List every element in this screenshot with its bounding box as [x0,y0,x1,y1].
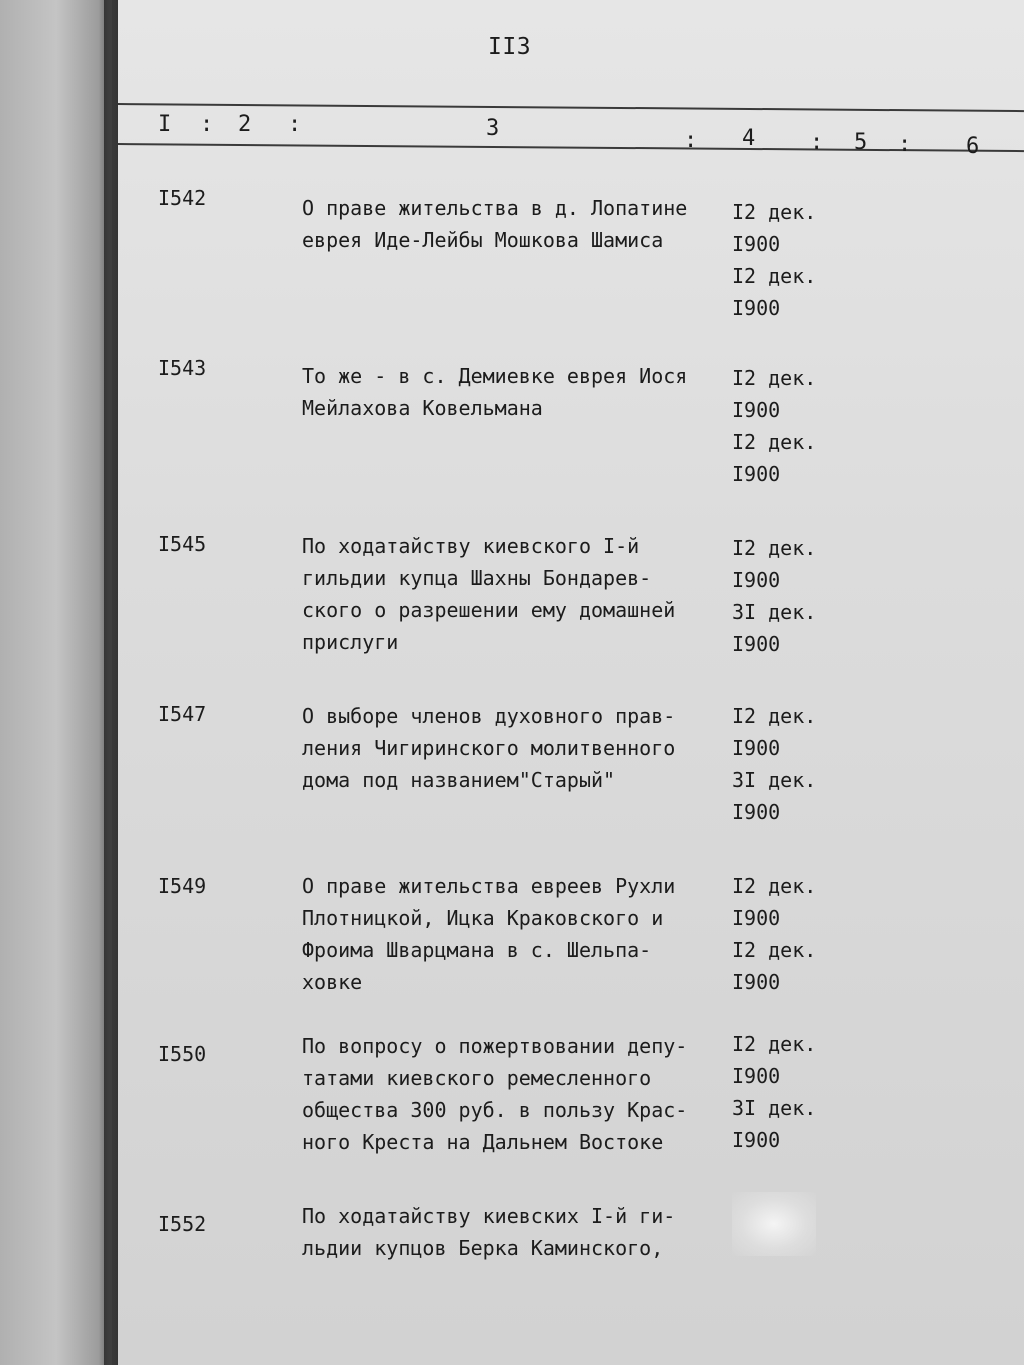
entry-dates [732,870,816,998]
description-line: По вопросу о пожертвовании депу- [302,1034,688,1058]
description-line: О выборе членов духовного прав- [302,704,676,728]
column-header-3: 3 [486,116,500,141]
entry-number: I543 [158,356,207,380]
page-number: II3 [488,34,532,60]
entry-number: I545 [158,532,207,556]
description-line: татами киевского ремесленного [302,1066,652,1090]
entry-number: I542 [158,186,207,210]
description-line: О праве жительства евреев Рухли [302,874,676,898]
description-line: О праве жительства в д. Лопатине [302,196,688,220]
description-line: общества 300 руб. в пользу Крас- [302,1098,688,1122]
description-line: дома под названием"Старый" [302,768,616,792]
correction-smudge [732,1192,816,1256]
entry-description [302,360,687,424]
date-line: I900 [732,232,781,256]
entry-number: I547 [158,702,207,726]
table-header-bottom-rule [118,143,1024,152]
description-line: Мейлахова Ковельмана [302,396,543,420]
entry-dates [732,532,816,660]
entry-dates [732,700,816,828]
date-line: 3I дек. [732,1096,817,1120]
column-separator: : [898,132,912,157]
entry-dates [732,196,816,324]
entry-number: I549 [158,874,207,898]
date-line: I2 дек. [732,1032,817,1056]
description-line: Плотницкой, Ицка Краковского и [302,906,664,930]
entry-description [302,1030,687,1158]
date-line: I900 [732,462,781,486]
column-separator: : [200,112,214,137]
description-line: По ходатайству киевского I-й [302,534,640,558]
date-line: I2 дек. [732,366,817,390]
column-separator: : [810,130,824,155]
description-line: еврея Иде-Лейбы Мошкова Шамиса [302,228,664,252]
entry-number: I552 [158,1212,207,1236]
column-separator: : [288,112,302,137]
entry-description [302,1200,675,1264]
description-line: гильдии купца Шахны Бондарев- [302,566,652,590]
entry-description [302,700,675,796]
table-header-top-rule [118,103,1024,112]
date-line: I2 дек. [732,430,817,454]
date-line: I900 [732,568,781,592]
entry-dates [732,1028,816,1156]
date-line: I2 дек. [732,200,817,224]
column-header-4: 4 [742,126,756,151]
column-separator: : [684,128,698,153]
description-line: прислуги [302,630,399,654]
description-line: ления Чигиринского молитвенного [302,736,676,760]
left-page-edge [0,0,112,1365]
date-line: I900 [732,296,781,320]
entry-description [302,192,687,256]
date-line: 3I дек. [732,768,817,792]
description-line: льдии купцов Берка Каминского, [302,1236,664,1260]
entry-description [302,530,675,658]
date-line: I2 дек. [732,874,817,898]
date-line: I900 [732,800,781,824]
entry-number: I550 [158,1042,207,1066]
description-line: По ходатайству киевских I-й ги- [302,1204,676,1228]
date-line: I2 дек. [732,704,817,728]
column-header-5: 5 [854,130,868,155]
column-header-2: 2 [238,112,252,137]
date-line: I2 дек. [732,938,817,962]
date-line: I900 [732,906,781,930]
description-line: ского о разрешении ему домашней [302,598,676,622]
date-line: I900 [732,736,781,760]
entry-description [302,870,675,998]
description-line: Фроима Шварцмана в с. Шельпа- [302,938,652,962]
description-line: ховке [302,970,363,994]
date-line: I900 [732,632,781,656]
date-line: I2 дек. [732,536,817,560]
description-line: То же - в с. Демиевке еврея Иося [302,364,688,388]
column-header-6: 6 [966,134,980,159]
date-line: I2 дек. [732,264,817,288]
column-header-1: I [158,112,172,137]
entry-dates [732,362,816,490]
date-line: 3I дек. [732,600,817,624]
date-line: I900 [732,398,781,422]
date-line: I900 [732,970,781,994]
date-line: I900 [732,1064,781,1088]
description-line: ного Креста на Дальнем Востоке [302,1130,664,1154]
document-page [118,0,1024,1365]
date-line: I900 [732,1128,781,1152]
